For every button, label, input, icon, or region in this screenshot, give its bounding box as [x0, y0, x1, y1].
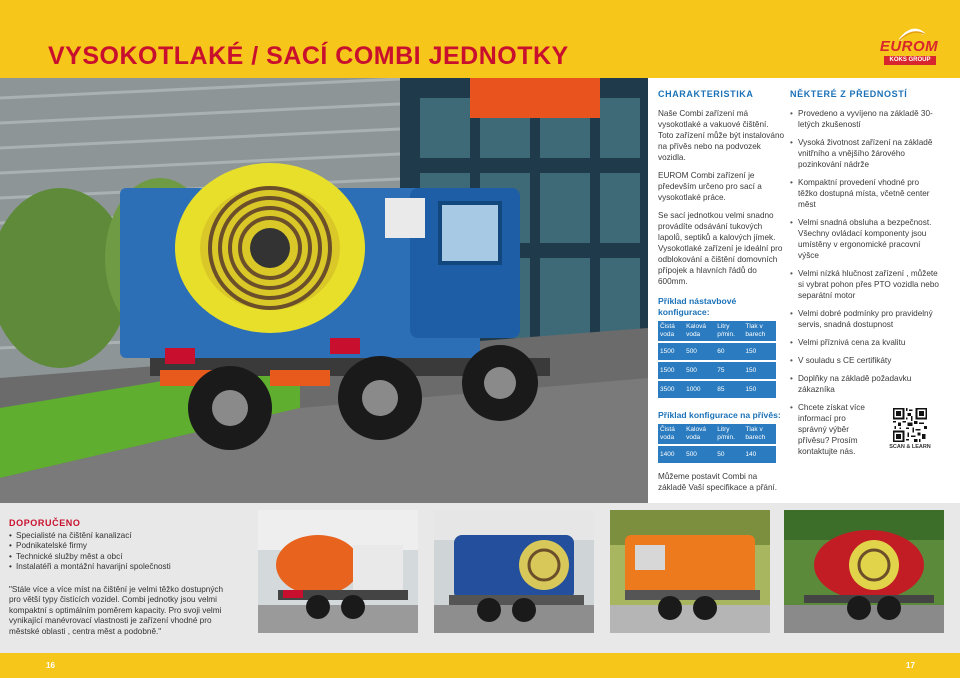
list-item: • Instalatéři a montážní havarijní společnosti: [9, 562, 248, 573]
page-number-right: 17: [906, 661, 915, 670]
table-header: Čistá voda: [658, 321, 684, 342]
table-cell: 85: [715, 380, 743, 398]
table-cell: 1500: [658, 361, 684, 380]
advantages-heading: NĚKTERÉ Z PŘEDNOSTÍ: [790, 89, 908, 99]
list-item: • Velmi dobré podmínky pro pravidelný servis, snadná dostupnost: [790, 308, 940, 330]
characteristics-column: [658, 89, 786, 493]
advantages-list: [790, 108, 940, 457]
table-cell: 1400: [658, 445, 684, 463]
table-row: [658, 380, 776, 398]
characteristics-paragraph: Naše Combi zařízení má vysokotlaké a vakuové čištění. Toto zařízení může být instalováno na přívěs nebo na podvozek vozidla.: [658, 109, 785, 162]
list-item: • Velmi snadná obsluha a bezpečnost. Všechny ovládací komponenty jsou umístěny v ergonomické pracovní výšce: [790, 217, 940, 261]
body-config-heading: Příklad nástavbové konfigurace:: [658, 296, 737, 317]
list-item: • Technické služby měst a obcí: [9, 552, 248, 563]
list-item: • Vysoká životnost zařízení na základě vnitřního a vnějšího žárového pozinkování nádrže: [790, 137, 940, 170]
hero-truck-photo: [0, 78, 648, 520]
list-item: • Velmi nízká hlučnost zařízení , můžete si vybrat pohon přes PTO vozidla nebo separátní motor: [790, 268, 940, 301]
table-cell: 50: [715, 445, 743, 463]
table-header: Tlak v barech: [743, 321, 776, 342]
page-number-left: 16: [46, 661, 55, 670]
recommended-list: [9, 531, 248, 573]
table-row: [658, 361, 776, 380]
recommended-heading: DOPORUČENO: [9, 518, 81, 528]
list-item: • V souladu s CE certifikáty: [790, 355, 940, 366]
table-cell: 150: [743, 361, 776, 380]
table-cell: 500: [684, 445, 715, 463]
logo-word: EUROM: [879, 38, 939, 55]
thumbnail-photo-orange-unit: [610, 510, 770, 633]
recommended-quote: "Stále více a více míst na čištění je velmi těžko dostupných pro větší typy čistících vozidel. Combi jednotky jsou velmi kompaktní s optimálním poměrem kapacity. Pro svoji velmi vynikající manévrovací vlastnosti je zařízení vhodné pro městské oblasti , centra měst a podobně.": [9, 584, 224, 636]
list-item: • Kompaktní provedení vhodné pro těžko dostupná místa, včetně center měst: [790, 177, 940, 210]
table-row: [658, 445, 776, 463]
list-item: • Podnikatelské firmy: [9, 541, 248, 552]
characteristics-heading: CHARAKTERISTIKA: [658, 89, 754, 99]
closing-text: Můžeme postavit Combi na základě Vaší specifikace a přání.: [658, 472, 778, 492]
characteristics-paragraph: EUROM Combi zařízení je především určeno pro sací a vysokotlaké práce.: [658, 171, 762, 202]
list-item: • Chcete získat více informací pro správný výběr přívěsu? Prosím kontaktujte nás.: [790, 402, 872, 457]
table-cell: 500: [684, 342, 715, 361]
table-header: Litry p/min.: [715, 321, 743, 342]
table-cell: 140: [743, 445, 776, 463]
characteristics-paragraph: Se sací jednotkou velmi snadno provádíte odsávání tukových lapolů, septiků a kalových jímek. Vysokotlaké zařízení je ideální pro odblokování a čištění domovních přípojek a hlavních řádů do 600mm.: [658, 211, 783, 286]
thumbnail-photo-blue-trailer: [434, 510, 594, 633]
table-header: Litry p/min.: [715, 424, 743, 445]
trailer-config-table: [658, 424, 776, 463]
table-header: Tlak v barech: [743, 424, 776, 445]
qr-code-icon[interactable]: [893, 408, 927, 442]
footer-band: [0, 653, 960, 678]
table-cell: 150: [743, 380, 776, 398]
qr-caption: SCAN & LEARN: [889, 444, 931, 450]
recommended-box: [0, 510, 248, 640]
thumbnail-photo-orange-trailer: [258, 510, 418, 633]
table-cell: 1000: [684, 380, 715, 398]
body-config-table: [658, 321, 776, 398]
table-cell: 500: [684, 361, 715, 380]
page-title: VYSOKOTLAKÉ / SACÍ COMBI JEDNOTKY: [48, 42, 569, 70]
thumbnail-photo-red-trailer: [784, 510, 944, 633]
table-header: Kalová voda: [684, 321, 715, 342]
table-cell: 3500: [658, 380, 684, 398]
table-row: [658, 342, 776, 361]
eurom-logo: [872, 28, 946, 68]
table-cell: 60: [715, 342, 743, 361]
list-item: • Doplňky na základě požadavku zákazníka: [790, 373, 940, 395]
logo-subtitle: KOKS GROUP: [884, 56, 936, 65]
list-item: • Provedeno a vyvíjeno na základě 30-letých zkušeností: [790, 108, 940, 130]
list-item: • Specialisté na čištění kanalizací: [9, 531, 248, 542]
table-cell: 150: [743, 342, 776, 361]
list-item: • Velmi příznivá cena za kvalitu: [790, 337, 940, 348]
table-header: Kalová voda: [684, 424, 715, 445]
table-header: Čistá voda: [658, 424, 684, 445]
table-cell: 1500: [658, 342, 684, 361]
table-cell: 75: [715, 361, 743, 380]
trailer-config-heading: Příklad konfigurace na přívěs:: [658, 410, 781, 420]
